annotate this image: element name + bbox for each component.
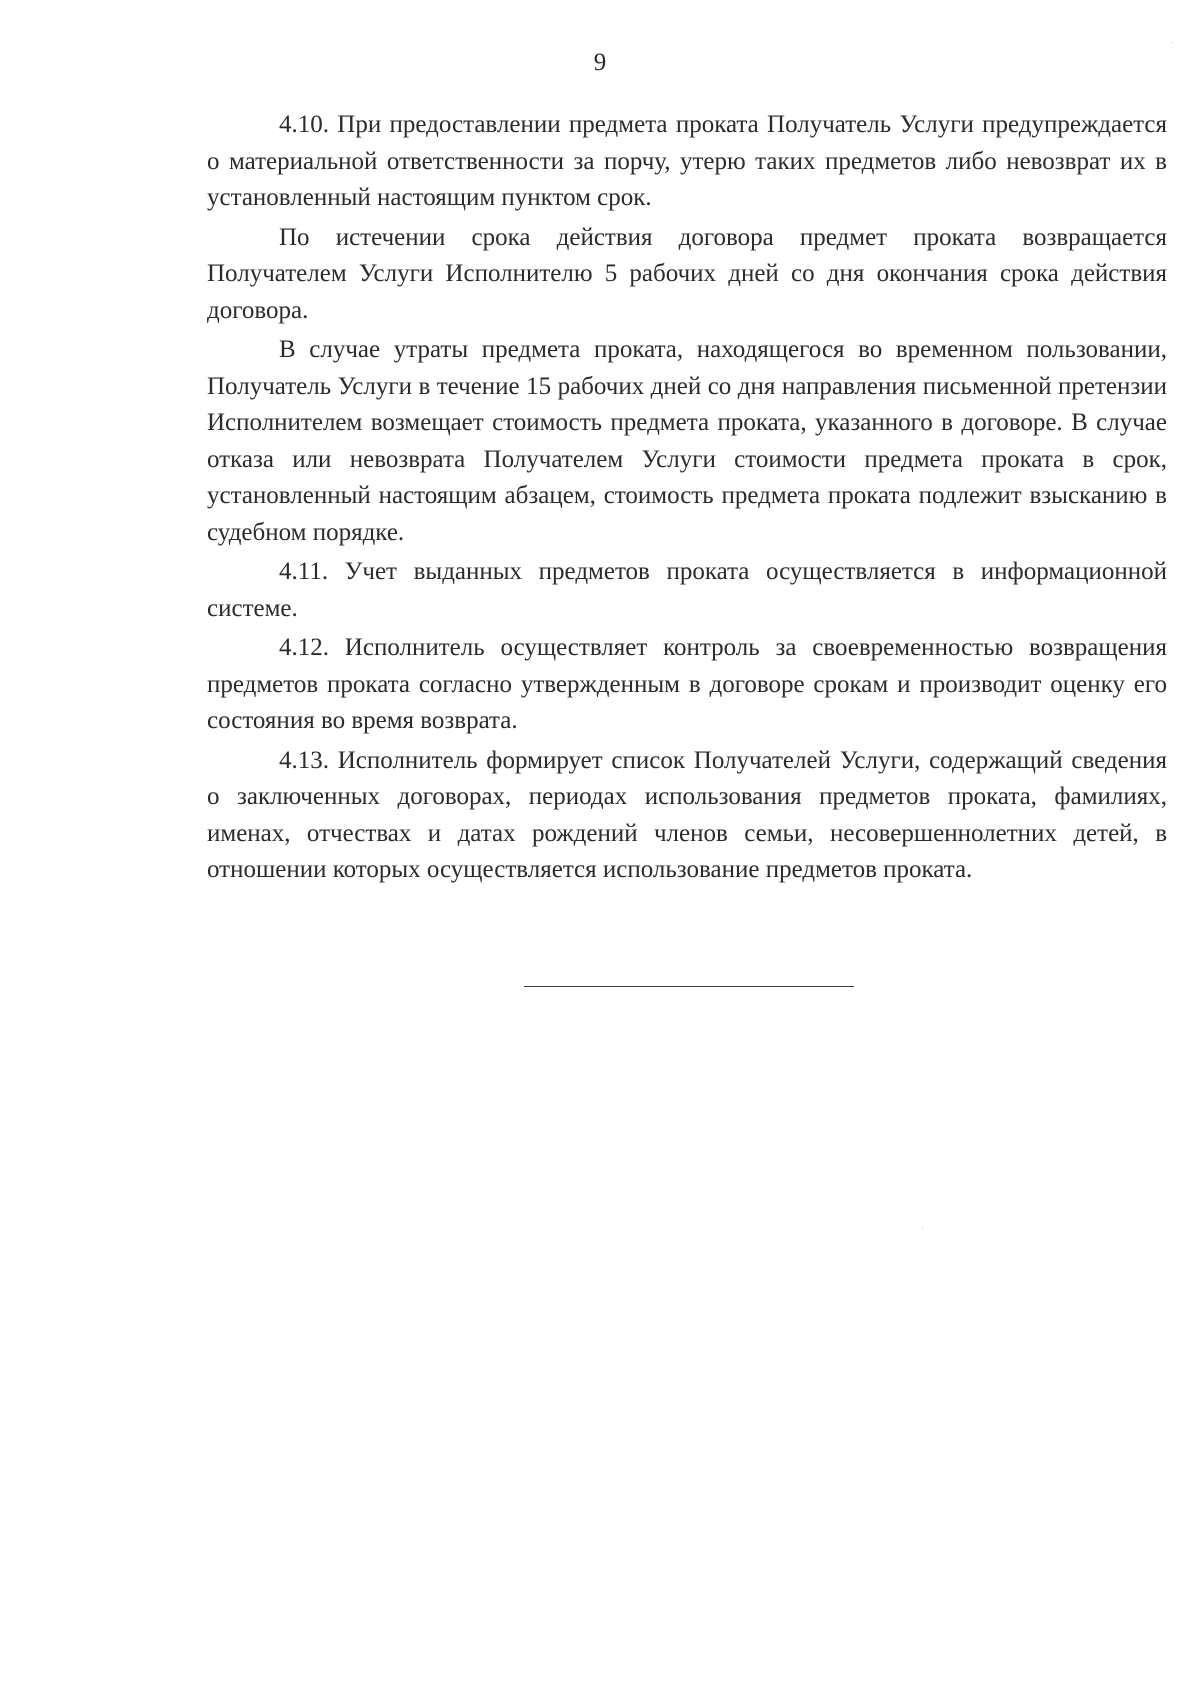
document-body <box>207 107 1167 892</box>
paragraph-4-11: 4.11. Учет выданных предметов проката осуществляется в информационной системе. <box>207 558 1167 622</box>
scan-artifact <box>1172 42 1173 43</box>
end-of-text-divider <box>524 986 854 987</box>
paragraph-4-12: 4.12. Исполнитель осуществляет контроль за своевременностью возвращения предметов проката согласно утвержденным в договоре срокам и производит оценку его состояния во время возврата. <box>207 634 1167 734</box>
paragraph-return-term: По истечении срока действия договора предмет проката возвращается Получателем Услуги Исполнителю 5 рабочих дней со дня окончания срока действия договора. <box>207 223 1167 324</box>
page-number: 9 <box>593 49 607 76</box>
paragraph-loss-compensation: В случае утраты предмета проката, находящегося во временном пользовании, Получатель Услуги в течение 15 рабочих дней со дня направления письменной претензии Исполнителем возмещает стоимость предмета проката, указанного в договоре. В случае отказа или невозврата Получателем Услуги стоимости предмета проката в срок, установленный настоящим абзацем, стоимость предмета проката подлежит взысканию в судебном порядке. <box>207 336 1167 546</box>
paragraph-4-13: 4.13. Исполнитель формирует список Получателей Услуги, содержащий сведения о заключенных договорах, периодах использования предметов проката, фамилиях, именах, отчествах и датах рождений членов семьи, несовершеннолетних детей, в отношении которых осуществляется использование предметов проката. <box>207 746 1167 883</box>
paragraph-4-10: 4.10. При предоставлении предмета проката Получатель Услуги предупреждается о материальной ответственности за порчу, утерю таких предметов либо невозврат их в установленный настоящим пунктом срок. <box>207 111 1167 211</box>
scan-artifact <box>922 1228 923 1229</box>
